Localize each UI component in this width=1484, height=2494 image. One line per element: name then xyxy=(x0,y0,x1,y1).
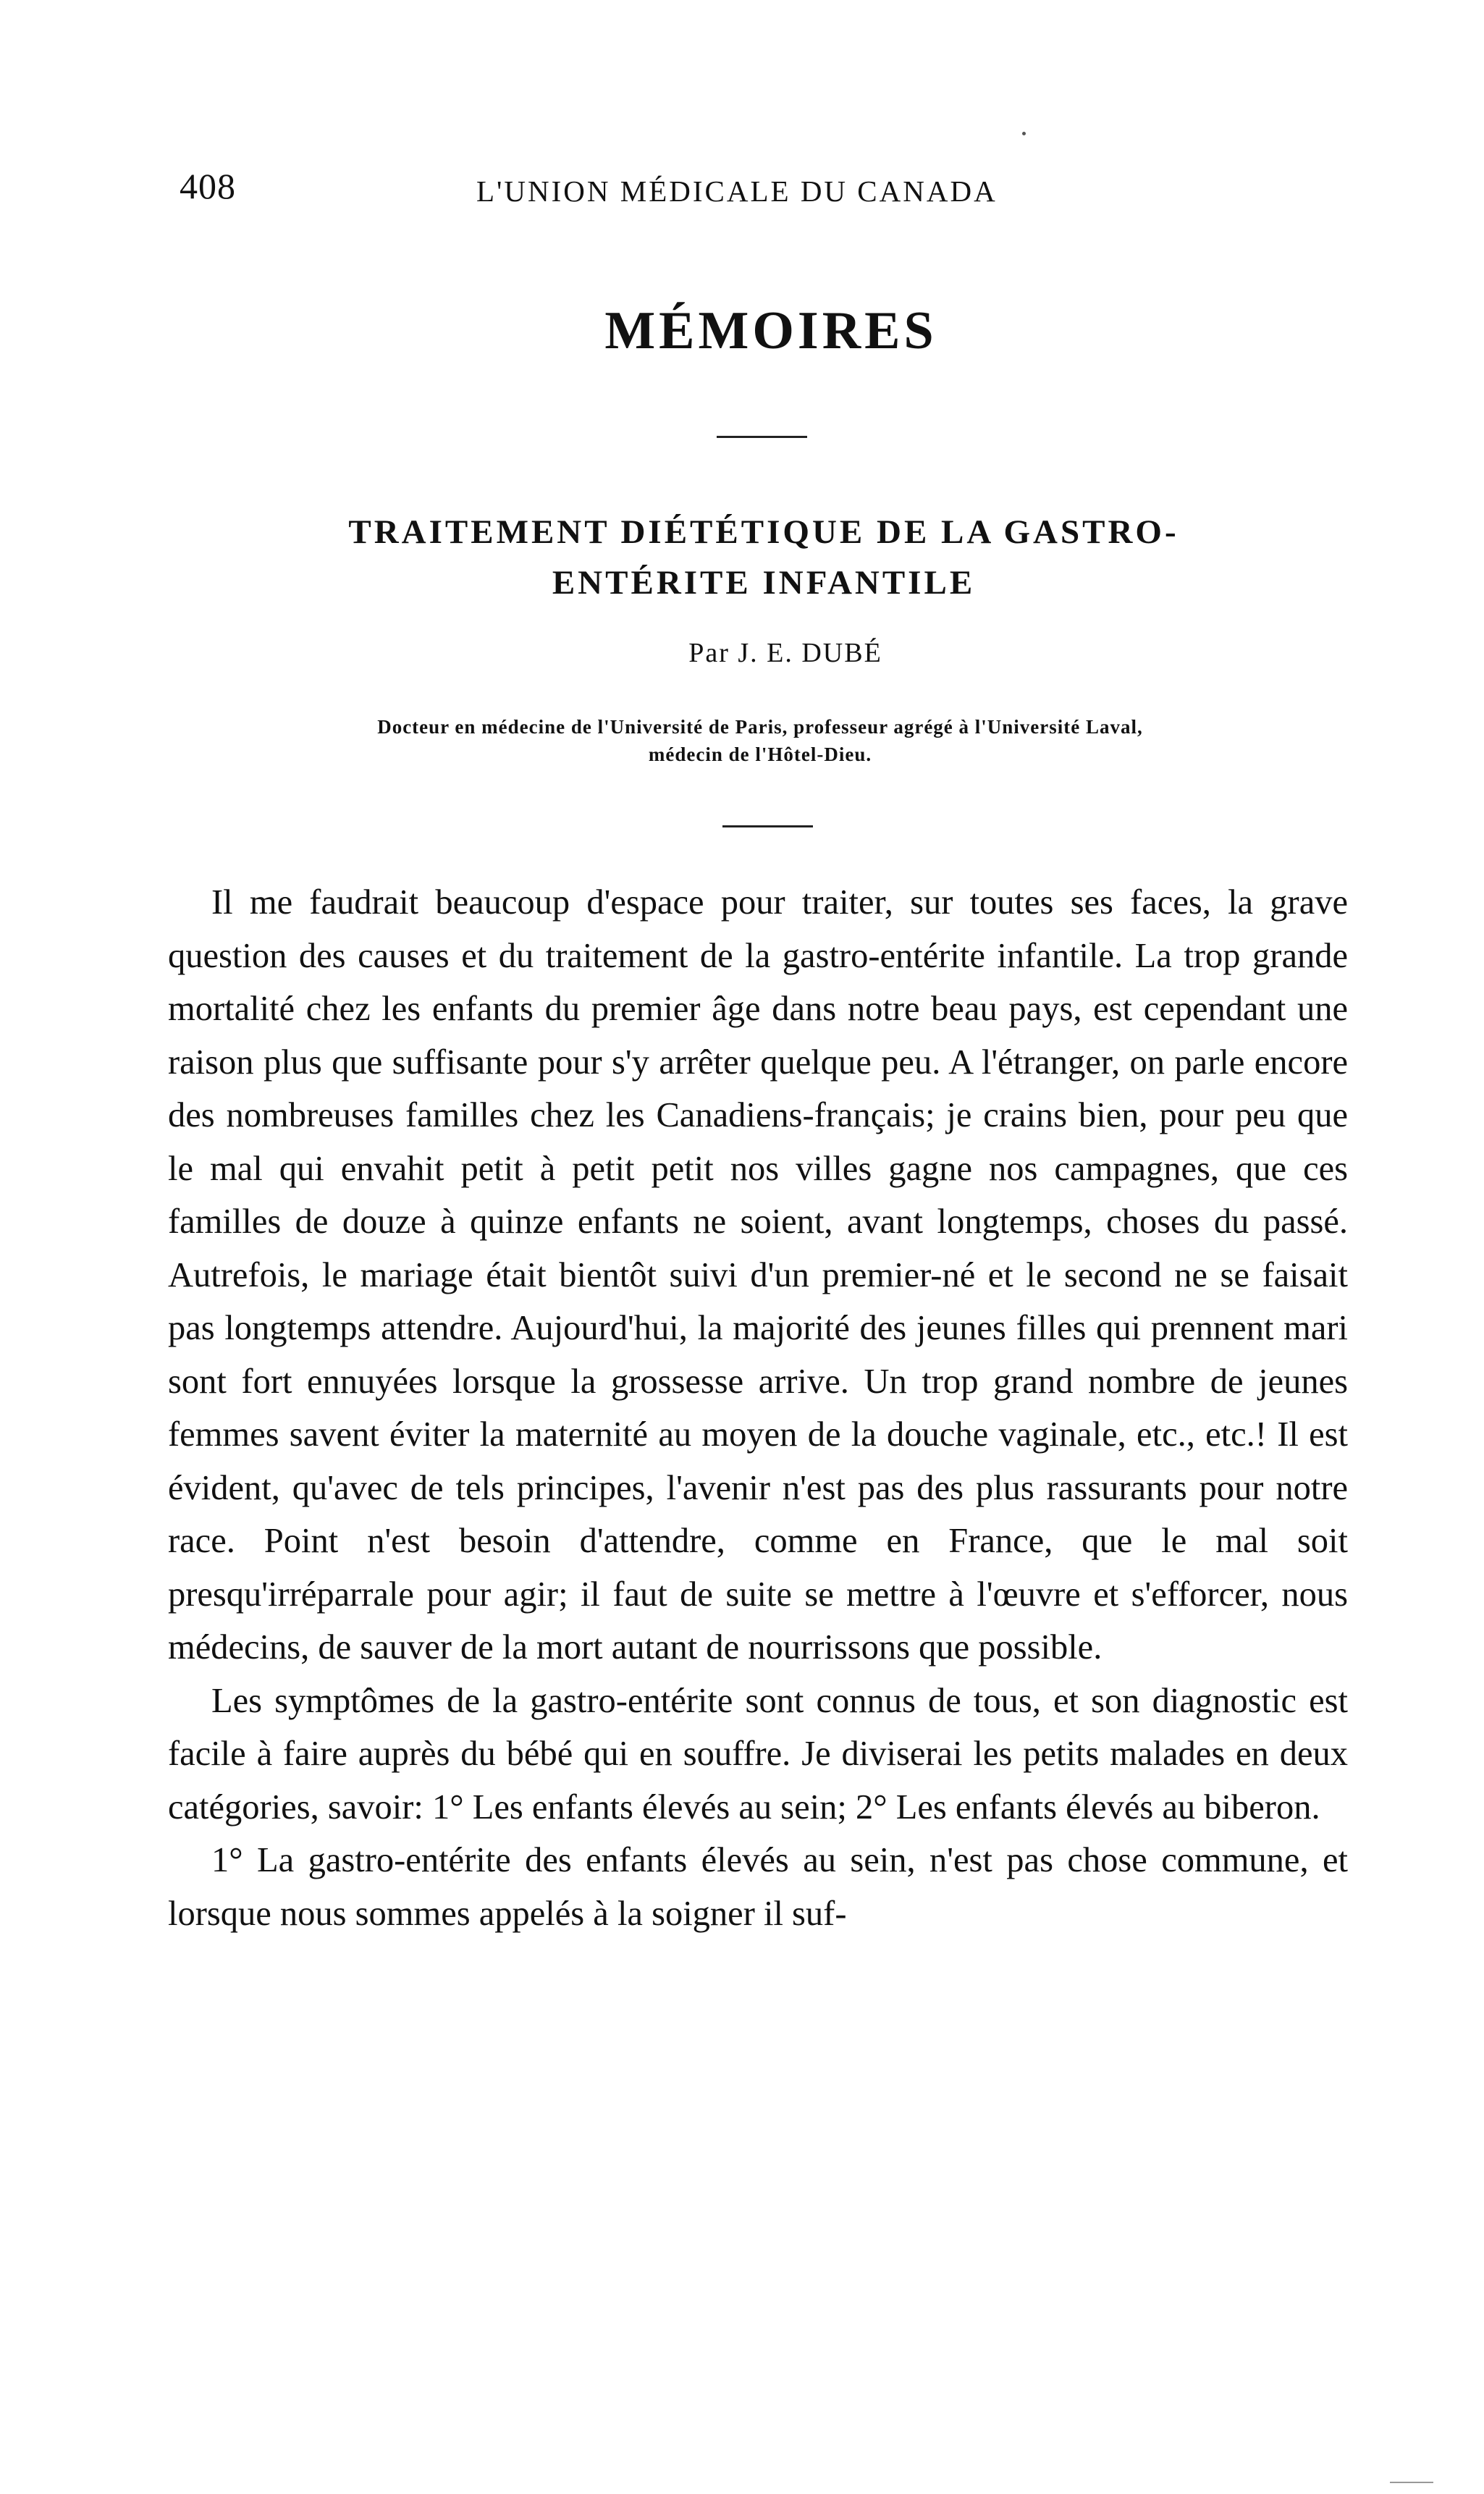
section-title: MÉMOIRES xyxy=(604,301,937,361)
divider-rule xyxy=(717,436,807,438)
running-head xyxy=(180,165,1338,216)
body-paragraph-1: Il me faudrait beaucoup d'espace pour traiter, sur toutes ses faces, la grave question des causes et du traitement de la gastro-entérite infantile. La trop grande mortalité chez les enfants du premier âge dans notre beau pays, est cependant une raison plus que suffisante pour s'y arrêter quelque peu. A l'étranger, on parle encore des nombreuses familles chez les Canadiens-français; je crains bien, pour peu que le mal qui envahit petit à petit petit nos villes gagne nos campagnes, que ces familles de douze à quinze enfants ne soient, avant longtemps, choses du passé. Autrefois, le mariage était bientôt suivi d'un premier-né et le second ne se faisait pas longtemps attendre. Aujourd'hui, la majorité des jeunes filles qui prennent mari sont fort ennuyées lorsque la grossesse arrive. Un trop grand nombre de jeunes femmes savent éviter la maternité au moyen de la douche vaginale, etc., etc.! Il est évident, qu'avec de tels principes, l'avenir n'est pas des plus rassurants pour notre race. Point n'est besoin d'attendre, comme en France, que le mal soit presqu'irréparrale pour agir; il faut de suite se mettre à l'œuvre et s'efforcer, nous médecins, de sauver de la mort autant de nourrissons que possible. xyxy=(168,883,1348,1667)
author-affiliation xyxy=(224,713,1296,768)
scan-edge-mark xyxy=(1390,2482,1433,2483)
affiliation-line-1: Docteur en médecine de l'Université de Paris, professeur agrégé à l'Université Laval, xyxy=(377,716,1143,738)
page-number: 408 xyxy=(180,166,236,206)
journal-title: L'UNION MÉDICALE DU CANADA xyxy=(476,174,998,208)
body-paragraph-3: 1° La gastro-entérite des enfants élevés au sein, n'est pas chose commune, et lorsque nous sommes appelés à la soigner il suf- xyxy=(168,1841,1348,1933)
article-title-line-2: ENTÉRITE INFANTILE xyxy=(552,564,976,602)
affiliation-line-2: médecin de l'Hôtel-Dieu. xyxy=(648,743,872,765)
divider-rule xyxy=(722,825,813,827)
article-title xyxy=(0,507,1484,608)
scan-speck xyxy=(1022,132,1026,135)
article-title-line-1: TRAITEMENT DIÉTÉTIQUE DE LA GASTRO- xyxy=(348,513,1179,551)
body-paragraph-2: Les symptômes de la gastro-entérite sont connus de tous, et son diagnostic est facile à faire auprès du bébé qui en souffre. Je diviserai les petits malades en deux catégories, savoir: 1° Les enfants élevés au sein; 2° Les enfants élevés au biberon. xyxy=(168,1681,1348,1827)
author-byline: Par J. E. DUBÉ xyxy=(688,638,882,668)
article-body xyxy=(168,876,1348,1940)
